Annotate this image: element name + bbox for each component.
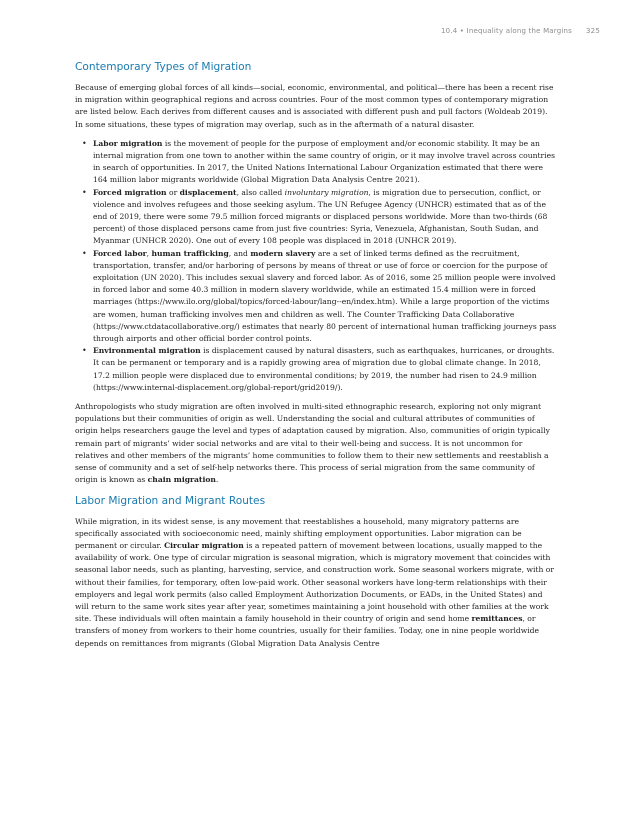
term-displacement: displacement — [179, 187, 237, 197]
term-labor-migration: Labor migration — [93, 138, 163, 148]
term-human-trafficking: human trafficking — [151, 248, 229, 258]
labor-migration-paragraph — [75, 516, 557, 650]
term-environmental-migration: Environmental migration — [93, 346, 201, 356]
list-item-forced-migration — [93, 187, 557, 248]
term-involuntary-migration: involuntary migration — [284, 187, 369, 197]
migration-types-list — [75, 138, 557, 394]
list-item-text: , is migration due to persecution, conflict, or violence and involves refugees and those seeking asylum. The UN Refugee Agency (UNHCR) estimated that as of the end of 2019, there were some 79.5 million forced migrants or displaced persons worldwide. More than two-thirds (68 percent) of those displaced persons came from just five countries: Syria, Venezuela, Afghanistan, South Sudan, and Myanmar (UNHCR 2020). One out of every 108 people was displaced in 2018 (UNHCR 2019). — [93, 187, 548, 246]
list-item-text: , also called — [236, 187, 285, 197]
paragraph-text: , or transfers of money from workers to their home countries, usually for their families. Today, one in nine people worldwide depends on remittances from migrants (Global Migration Data Analysis Centre — [75, 614, 540, 648]
term-forced-labor: Forced labor — [93, 248, 147, 258]
paragraph-text: While migration, in its widest sense, is any movement that reestablishes a household, many migratory patterns are specifically associated with socioeconomic need, mainly shifting employment opportunities. Labor migration can be permanent or circular. — [75, 516, 522, 550]
list-item-text: are a set of linked terms defined as the recruitment, transportation, transfer, and/or harboring of persons by means of threat or use of force or coercion for the purpose of exploitation (UN 2020). This includes sexual slavery and forced labor. As of 2016, some 25 million people were involved in forced labor and some 40.3 million in modern slavery worldwide, while an estimated 15.4 million were in forced marriages (https://www.ilo.org/global/topics/forced-labour/lang--en/index.htm). While a large proportion of the victims are women, human trafficking involves men and children as well. The Counter Trafficking Data Collaborative (https://www.ctdatacollaborative.org/) estimates that nearly 80 percent of international human trafficking journeys pass through airports and other official border control points. — [93, 248, 557, 344]
term-forced-migration: Forced migration — [93, 187, 167, 197]
header-section: 10.4 • Inequality along the Margins — [440, 27, 573, 35]
list-item-text: is displacement caused by natural disasters, such as earthquakes, hurricanes, or droughts. It can be permanent or temporary and is a rapidly growing area of migration due to global climate change. In 2018, 17.2 million people were displaced due to environmental conditions; by 2019, the number had risen to 24.9 million (https://www.internal-displacement.org/global-report/grid2019/). — [93, 346, 555, 392]
running-header — [441, 27, 600, 35]
list-item-text: is the movement of people for the purpose of employment and/or economic stability. It may be an internal migration from one town to another within the same country of origin, or it may involve travel across countries in search of opportunities. In 2017, the United Nations International Labour Organization estimated that there were 164 million labor migrants worldwide (Global Migration Data Analysis Centre 2021). — [93, 138, 555, 185]
term-circular-migration: Circular migration — [164, 540, 244, 550]
intro-paragraph: Because of emerging global forces of all kinds—social, economic, environmental, and political—there has been a recent rise in migration within geographical regions and across countries. Four of the most common types of contemporary migration are listed below. Each derives from different causes and is associated with different push and pull factors (Woldeab 2019). In some situations, these types of migration may overlap, such as in the aftermath of a natural disaster. — [75, 83, 554, 129]
list-item-text: , and — [228, 248, 251, 258]
section-heading-labor-migration: Labor Migration and Migrant Routes — [75, 494, 266, 507]
paragraph-text: is a repeated pattern of movement between locations, usually mapped to the availability of work. One type of circular migration is seasonal migration, which is migratory movement that coincides with seasonal labor needs, such as planting, harvesting, service, and construction work. Some seasonal workers migrate, with or without their families, for temporary, often low-paid work. Other seasonal workers have long-term relationships with their employers and legal work permits (also called Employment Authorization Documents, or EADs, in the United States) and will return to the same work sites year after year, sometimes maintaining a joint household with other families at the work site. These individuals will often maintain a family household in their country of origin and send home — [75, 540, 554, 624]
section-heading-contemporary-types: Contemporary Types of Migration — [75, 61, 252, 73]
list-item-text: or — [166, 187, 180, 197]
main-content — [75, 61, 557, 650]
term-modern-slavery: modern slavery — [250, 248, 316, 258]
list-item-text: , — [146, 248, 152, 258]
anthropologists-paragraph — [75, 401, 557, 486]
list-item-labor-migration — [93, 138, 557, 187]
list-item-environmental-migration — [93, 345, 557, 394]
list-item-forced-labor — [93, 248, 557, 346]
term-chain-migration: chain migration — [147, 475, 216, 485]
paragraph-text: Anthropologists who study migration are often involved in multi-sited ethnographic research, exploring not only migrant populations but their communities of origin as well. Understanding the social and cultural attributes of communities of origin helps researchers gauge the level and types of adaptation caused by migration. Also, communities of origin typically remain part of migrants’ wider social networks and are vital to their well-being and success. It is not uncommon for relatives and other members of the migrants’ home communities to follow them to their new settlements and reestablish a sense of community and a set of self-help networks there. This process of serial migration from the same community of origin is known as — [75, 402, 550, 485]
paragraph-text: . — [215, 475, 219, 485]
page-number: 325 — [586, 27, 600, 35]
term-remittances: remittances — [471, 614, 523, 624]
